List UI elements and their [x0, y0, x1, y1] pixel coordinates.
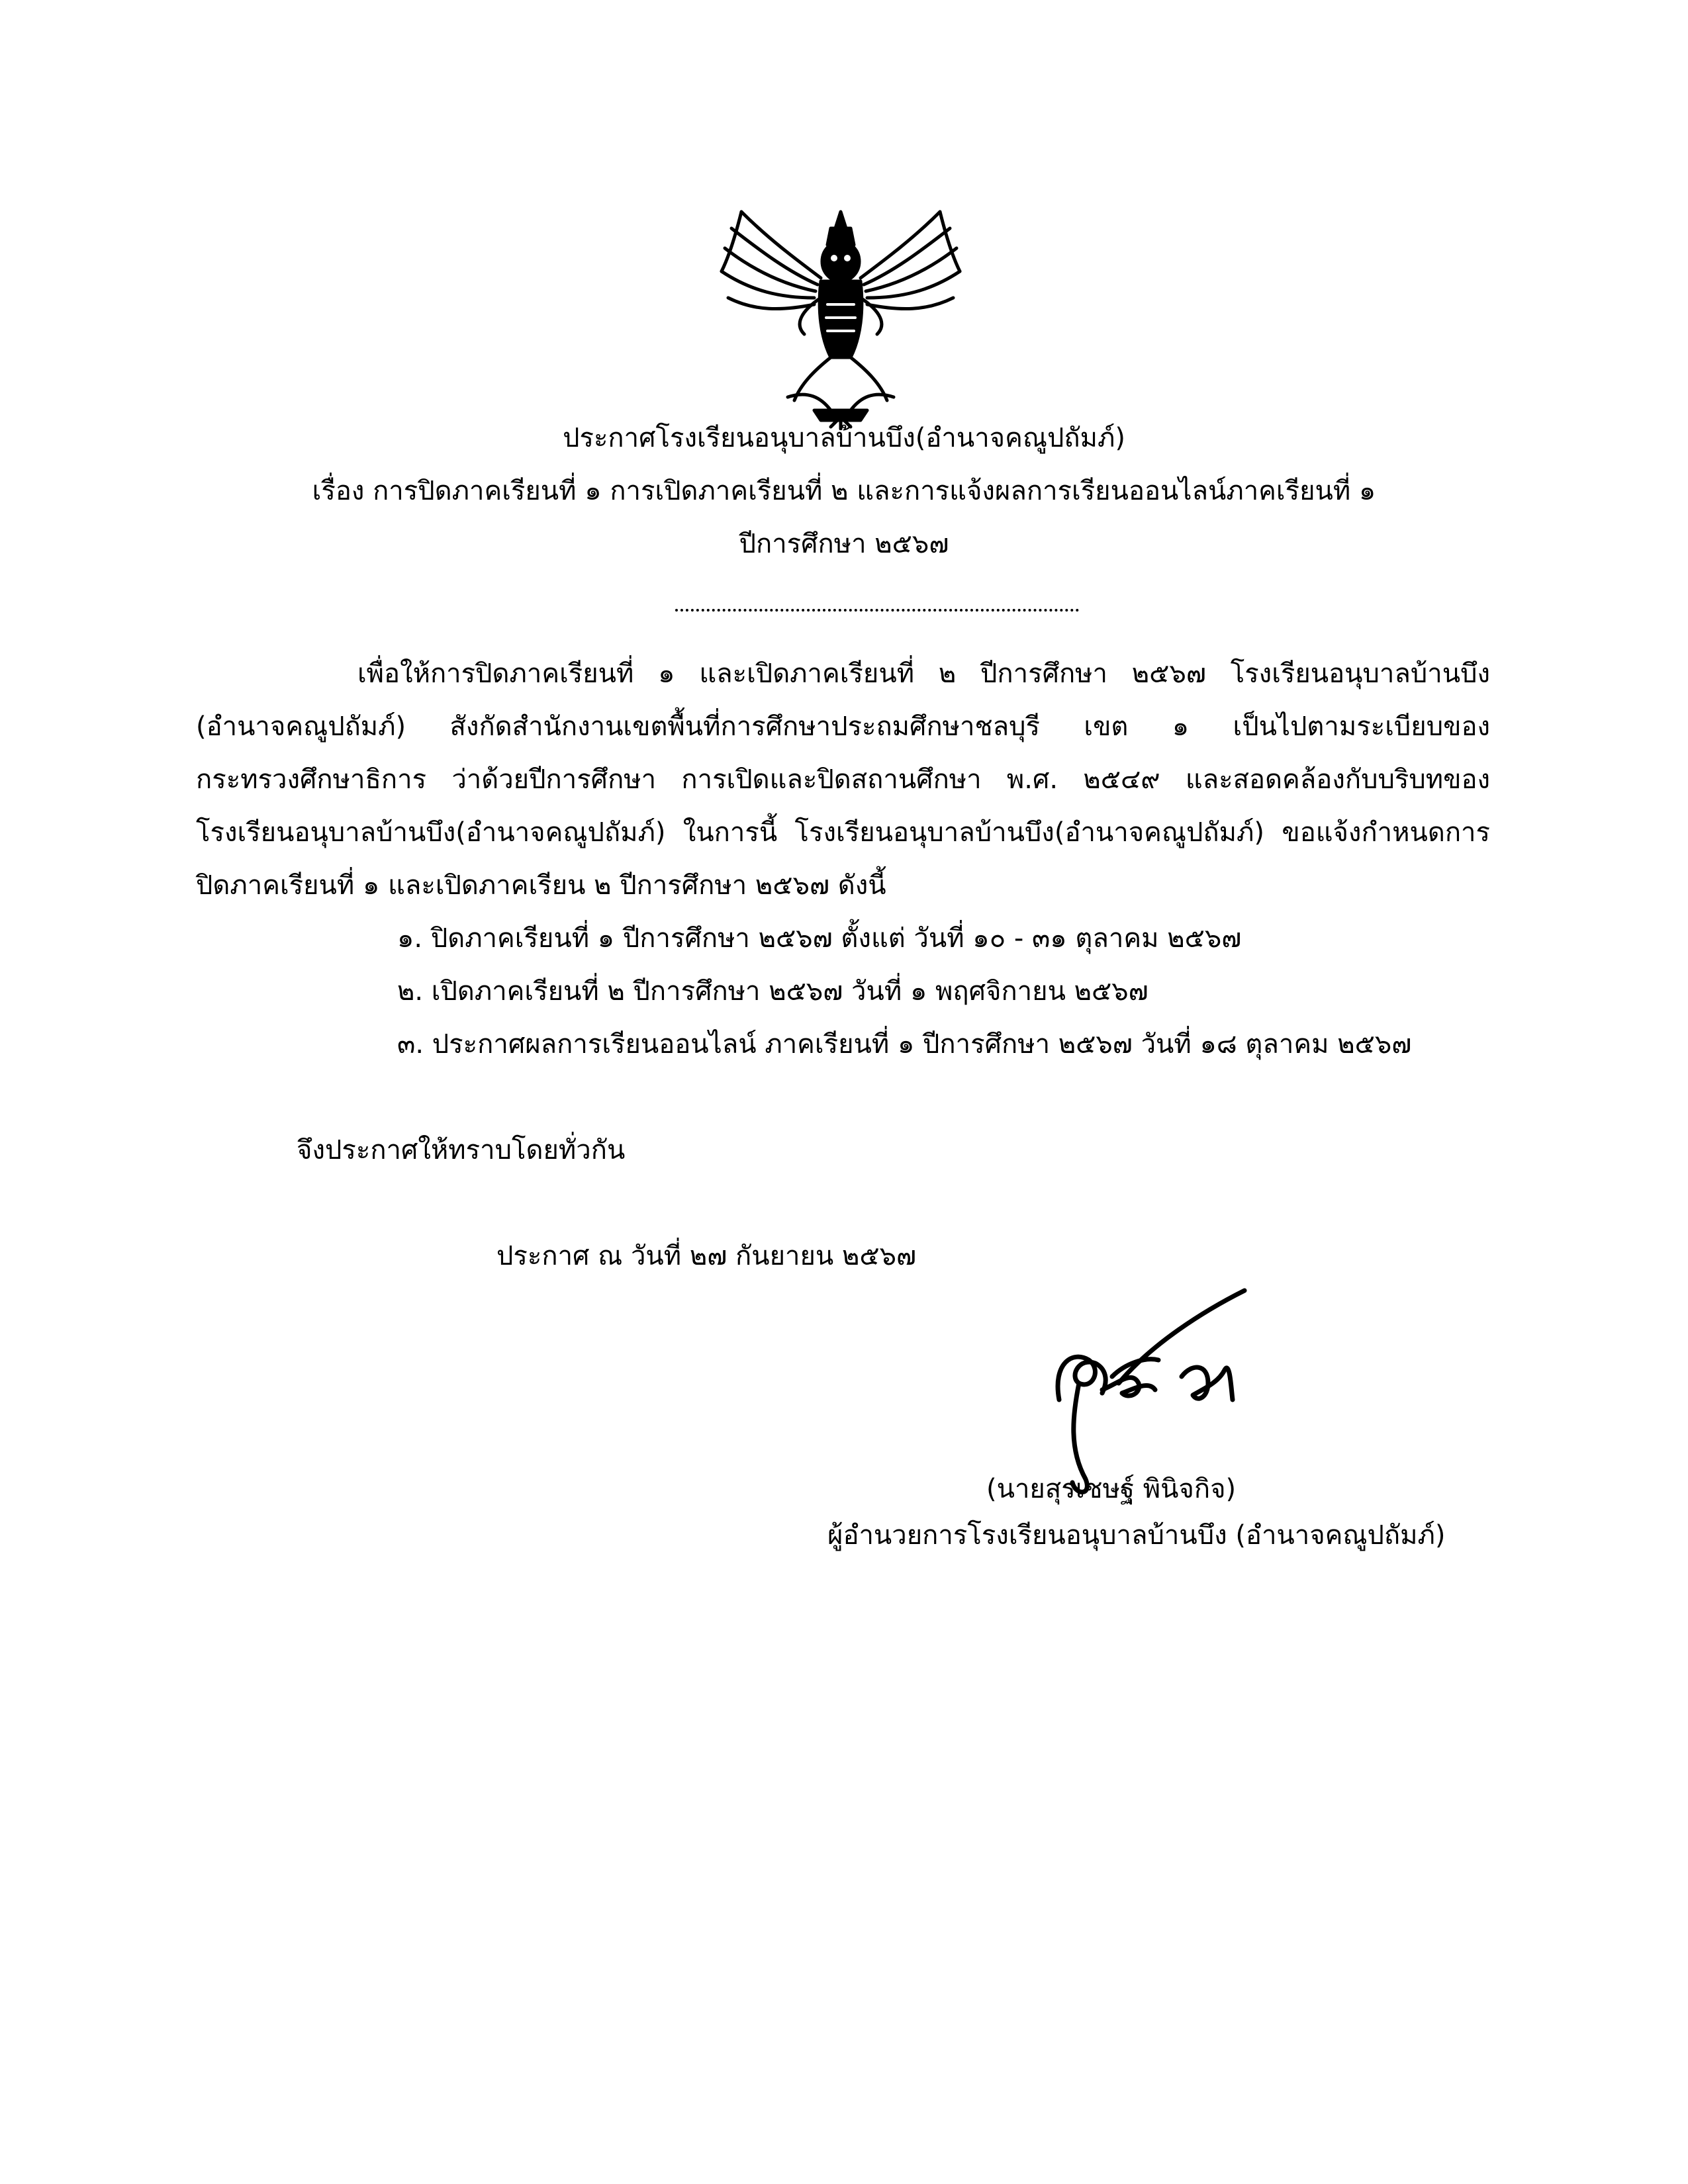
list-item: ๒. เปิดภาคเรียนที่ ๒ ปีการศึกษา ๒๕๖๗ วันที่ ๑ พฤศจิกายน ๒๕๖๗: [397, 976, 1149, 1007]
body-line-3: กระทรวงศึกษาธิการ ว่าด้วยปีการศึกษา การเปิดและปิดสถานศึกษา พ.ศ. ๒๕๔๙ และสอดคล้องกับบริบทของ: [196, 764, 1490, 795]
signer-title: ผู้อำนวยการโรงเรียนอนุบาลบ้านบึง (อำนาจคณูปถัมภ์): [827, 1520, 1446, 1551]
body-line-2: (อำนาจคณูปถัมภ์) สังกัดสำนักงานเขตพื้นที่การศึกษาประถมศึกษาชลบุรี เขต ๑ เป็นไปตามระเบียบของ: [196, 711, 1490, 742]
list-item: ๓. ประกาศผลการเรียนออนไลน์ ภาคเรียนที่ ๑ ปีการศึกษา ๒๕๖๗ วันที่ ๑๘ ตุลาคม ๒๕๖๗: [397, 1029, 1412, 1060]
body-line-4: โรงเรียนอนุบาลบ้านบึง(อำนาจคณูปถัมภ์) ในการนี้ โรงเรียนอนุบาลบ้านบึง(อำนาจคณูปถัมภ์) ขอแจ้งกำหนดการ: [196, 817, 1490, 848]
list-item: ๑. ปิดภาคเรียนที่ ๑ ปีการศึกษา ๒๕๖๗ ตั้งแต่ วันที่ ๑๐ - ๓๑ ตุลาคม ๒๕๖๗: [397, 923, 1242, 954]
garuda-emblem-icon: [695, 199, 986, 430]
announcement-subject: เรื่อง การปิดภาคเรียนที่ ๑ การเปิดภาคเรียนที่ ๒ และการแจ้งผลการเรียนออนไลน์ภาคเรียนที่ ๑: [312, 476, 1376, 506]
academic-year: ปีการศึกษา ๒๕๖๗: [739, 529, 949, 559]
separator-dotted-line: [675, 609, 1079, 612]
closing-statement: จึงประกาศให้ทราบโดยทั่วกัน: [297, 1135, 626, 1165]
body-line-5: ปิดภาคเรียนที่ ๑ และเปิดภาคเรียน ๒ ปีการศึกษา ๒๕๖๗ ดังนี้: [196, 870, 886, 901]
announce-date: ประกาศ ณ วันที่ ๒๗ กันยายน ๒๕๖๗: [496, 1241, 917, 1271]
body-line-1: เพื่อให้การปิดภาคเรียนที่ ๑ และเปิดภาคเรียนที่ ๒ ปีการศึกษา ๒๕๖๗ โรงเรียนอนุบาลบ้านบึง: [357, 659, 1490, 689]
announcement-title: ประกาศโรงเรียนอนุบาลบ้านบึง(อำนาจคณูปถัมภ์): [563, 423, 1125, 453]
signer-name: (นายสุรเชษฐ์ พินิจกิจ): [986, 1474, 1237, 1504]
